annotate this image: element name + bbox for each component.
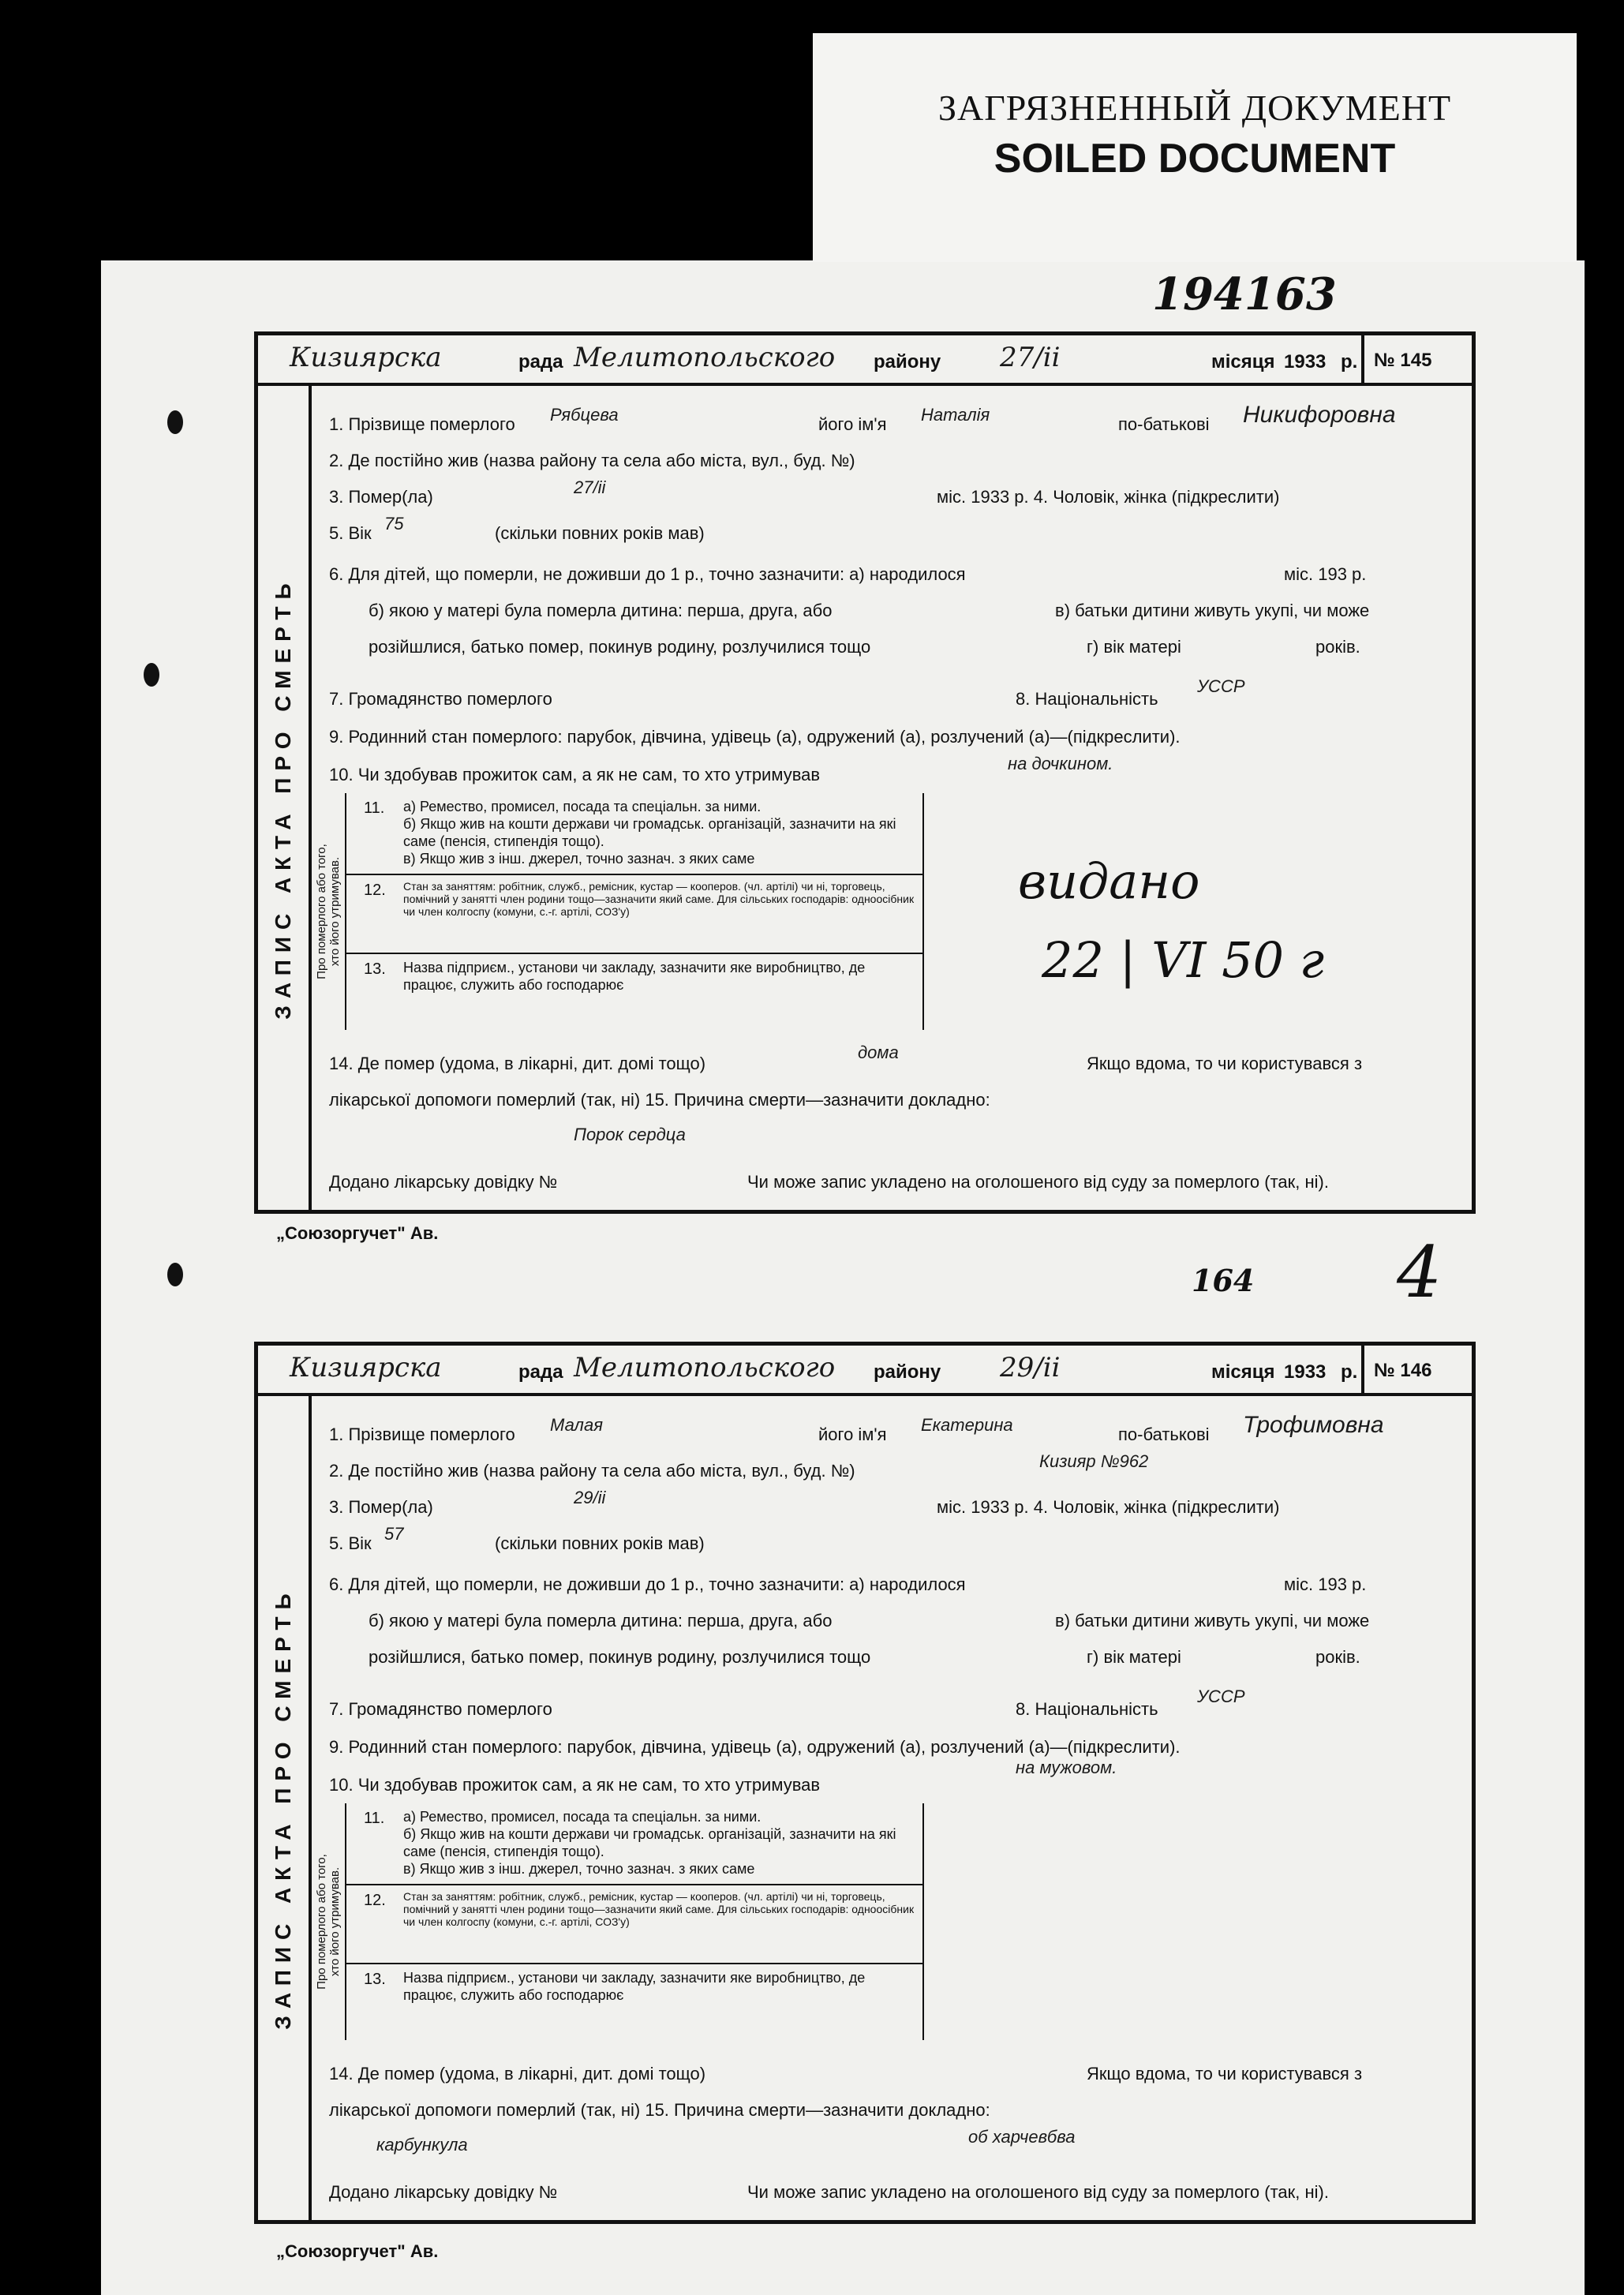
side-title: ЗАПИС АКТА ПРО СМЕРТЬ <box>258 1396 312 2220</box>
issued-note: видано <box>1018 852 1200 910</box>
village-name: Кизиярска <box>290 1352 442 1383</box>
page-number: 4 <box>1397 1231 1443 1314</box>
death-cause-extra: об харчевбва <box>968 2127 1076 2147</box>
archive-number: 194163 <box>1152 268 1337 320</box>
district-name: Мелитопольского <box>574 1352 836 1383</box>
soiled-document-stamp <box>813 33 1577 262</box>
record-day: 29/ii <box>1000 1352 1061 1383</box>
punch-hole <box>144 663 159 687</box>
print-footer: „Союзоргучет" Ав. <box>276 2241 439 2261</box>
side-title: ЗАПИС АКТА ПРО СМЕРТЬ <box>258 386 312 1210</box>
record-day: 27/ii <box>1000 342 1061 373</box>
punch-hole <box>167 1263 183 1286</box>
supported-by: на мужовом. <box>1016 1758 1117 1777</box>
form-header: Кизиярска рада Мелитопольского району 27/ii місяця 1933 р. № 145 <box>258 335 1472 386</box>
deceased-name: Наталія <box>921 405 990 425</box>
citizenship: УССР <box>1197 1687 1245 1706</box>
page-index: 164 <box>1192 1263 1255 1298</box>
deceased-name: Екатерина <box>921 1415 1013 1435</box>
rotated-label: Про померлого або того, хто його утримував. <box>312 1803 346 2040</box>
occupation-grid: 11. а) Ремество, промисел, посада та спеціальн. за ними. б) Якщо жив на кошти держави чи громадськ. організацій, зазначити на які саме (пенсія, стипендія тощо). в) Якщо жив з інш. джерел, точно зазнач. з яких саме 12. Стан за заняттям: робітник, служб., ремісник, кустар — кооперов. (чл. артілі) чи ні, торговець, помічний у занятті член родини тощо—зазначити який саме. Для сільських господарів: одноосібник чи член колгоспу (комуни, с.-г. артілі, СОЗ'у) 13. Назва підприєм., установи чи закладу, зазначити яке виробництво, де працює, служить або господарює <box>346 793 924 1030</box>
issued-date: 22 | VI 50 г <box>1042 931 1325 989</box>
deceased-patronymic: Никифоровна <box>1243 402 1396 428</box>
record-number: № 146 <box>1374 1360 1432 1381</box>
stamp-title-ru: ЗАГРЯЗНЕННЫЙ ДОКУМЕНТ <box>937 88 1452 128</box>
death-cause: карбункула <box>376 2135 468 2155</box>
punch-hole <box>167 410 183 434</box>
age: 75 <box>384 514 404 534</box>
age: 57 <box>384 1524 404 1544</box>
print-footer: „Союзоргучет" Ав. <box>276 1223 439 1243</box>
district-name: Мелитопольского <box>574 342 836 373</box>
village-name: Кизиярска <box>290 342 442 373</box>
death-cause: Порок сердца <box>574 1125 686 1144</box>
residence: Кизияр №962 <box>1039 1451 1149 1471</box>
record-number-box <box>1361 335 1472 383</box>
deceased-patronymic: Трофимовна <box>1243 1412 1384 1438</box>
rotated-label: Про померлого або того, хто його утримував. <box>312 793 346 1030</box>
stamp-title-en: SOILED DOCUMENT <box>993 136 1396 182</box>
occupation-grid: 11. а) Ремество, промисел, посада та спеціальн. за ними. б) Якщо жив на кошти держави чи громадськ. організацій, зазначити на які саме (пенсія, стипендія тощо). в) Якщо жив з інш. джерел, точно зазнач. з яких саме 12. Стан за заняттям: робітник, служб., ремісник, кустар — кооперов. (чл. артілі) чи ні, торговець, помічний у занятті член родини тощо—зазначити який саме. Для сільських господарів: одноосібник чи член колгоспу (комуни, с.-г. артілі, СОЗ'у) 13. Назва підприєм., установи чи закладу, зазначити яке виробництво, де працює, служить або господарює <box>346 1803 924 2040</box>
death-day: 27/ii <box>574 477 606 497</box>
death-record-form: Кизиярска рада Мелитопольского району 29/ii місяця 1933 р. № 146 ЗАПИС АКТА ПРО СМЕРТЬ 1. Прізвище померлого Малая його ім'я Екатерина по-батькові Трофимовна 2. Де постійно жив (назва району та села або міста, вул., буд. №) Кизияр №962 3. Помер(ла) 29/ii міс. 1933 р. 4. Чоловік, жінка (підкреслити) 5. Вік 57 (скільки повних років мав) 6. Для дітей, що померли, не доживши до 1 р., точно зазначити: а) народилося міс. 193 р. б) якою у матері була померла дитина: перша, друга, або в) батьки дитини живуть укупі, чи може розійшлися, батько помер, покинув родину, розлучилися тощо г) вік матері років. 7. Громадянство померлого 8. Національність УССР 9. Родинний стан померлого: парубок, дівчина, удівець (а), одружений (а), розлучений (а)—(підкреслити). 10. Чи здобував прожиток сам, а як не сам, то хто утримував на мужовом. Про померлого або того, хто його утримував. 11. а) Ремество, промисел, посада та спеціальн. за ними. б) Якщо жив на кошти держави чи громадськ. організацій, зазначити на які саме (пенсія, стипендія тощо). в) Якщо жив з інш. джерел, точно зазнач. з яких саме 12. Стан за заняттям: робітник, служб., ремісник, кустар — кооперов. (чл. артілі) чи ні, торговець, помічний у занятті член родини тощо—зазначити який саме. Для сільських господарів: одноосібник чи член колгоспу (комуни, с.-г. артілі, СОЗ'у) 13. Назва підприєм., установи чи закладу, зазначити яке виробництво, де працює, служить або господарює 14. Де помер (удома, в лікарні, дит. домі тощо) Якщо вдома, то чи користувався з лікарської допомоги померлий (так, ні) 15. Причина смерти—зазначити докладно: карбункула об харчевбва Додано лікарську довідку № Чи може запис укладено на оголошеного від суду за померлого (так, ні). <box>254 1342 1476 2224</box>
death-place: дома <box>858 1043 899 1062</box>
death-record-form: Кизиярска рада Мелитопольского району 27/ii місяця 1933 р. № 145 ЗАПИС АКТА ПРО СМЕРТЬ 1. Прізвище померлого Рябцева його ім'я Наталія по-батькові Никифоровна 2. Де постійно жив (назва району та села або міста, вул., буд. №) 3. Помер(ла) 27/ii міс. 1933 р. 4. Чоловік, жінка (підкреслити) 5. Вік 75 (скільки повних років мав) 6. Для дітей, що померли, не доживши до 1 р., точно зазначити: а) народилося міс. 193 р. б) якою у матері була померла дитина: перша, друга, або в) батьки дитини живуть укупі, чи може розійшлися, батько помер, покинув родину, розлучилися тощо г) вік матері років. 7. Громадянство померлого 8. Національність УССР 9. Родинний стан померлого: парубок, дівчина, удівець (а), одружений (а), розлучений (а)—(підкреслити). 10. Чи здобував прожиток сам, а як не сам, то хто утримував на дочкином. Про померлого або того, хто його утримував. 11. а) Ремество, промисел, посада та спеціальн. за ними. б) Якщо жив на кошти держави чи громадськ. організацій, зазначити на які саме (пенсія, стипендія тощо). в) Якщо жив з інш. джерел, точно зазнач. з яких саме 12. Стан за заняттям: робітник, служб., ремісник, кустар — кооперов. (чл. артілі) чи ні, торговець, помічний у занятті член родини тощо—зазначити який саме. Для сільських господарів: одноосібник чи член колгоспу (комуни, с.-г. артілі, СОЗ'у) 13. Назва підприєм., установи чи закладу, зазначити яке виробництво, де працює, служить або господарює 14. Де помер (удома, в лікарні, дит. домі тощо) дома Якщо вдома, то чи користувався з лікарської допомоги померлий (так, ні) 15. Причина смерти—зазначити докладно: Порок сердца Додано лікарську довідку № Чи може запис укладено на оголошеного від суду за померлого (так, ні). <box>254 331 1476 1214</box>
deceased-surname: Рябцева <box>550 405 619 425</box>
form-header: Кизиярска рада Мелитопольского району 29/ii місяця 1933 р. № 146 <box>258 1346 1472 1396</box>
record-number: № 145 <box>1374 350 1432 371</box>
supported-by: на дочкином. <box>1008 754 1113 773</box>
citizenship: УССР <box>1197 676 1245 696</box>
death-day: 29/ii <box>574 1488 606 1507</box>
deceased-surname: Малая <box>550 1415 603 1435</box>
record-number-box <box>1361 1346 1472 1393</box>
